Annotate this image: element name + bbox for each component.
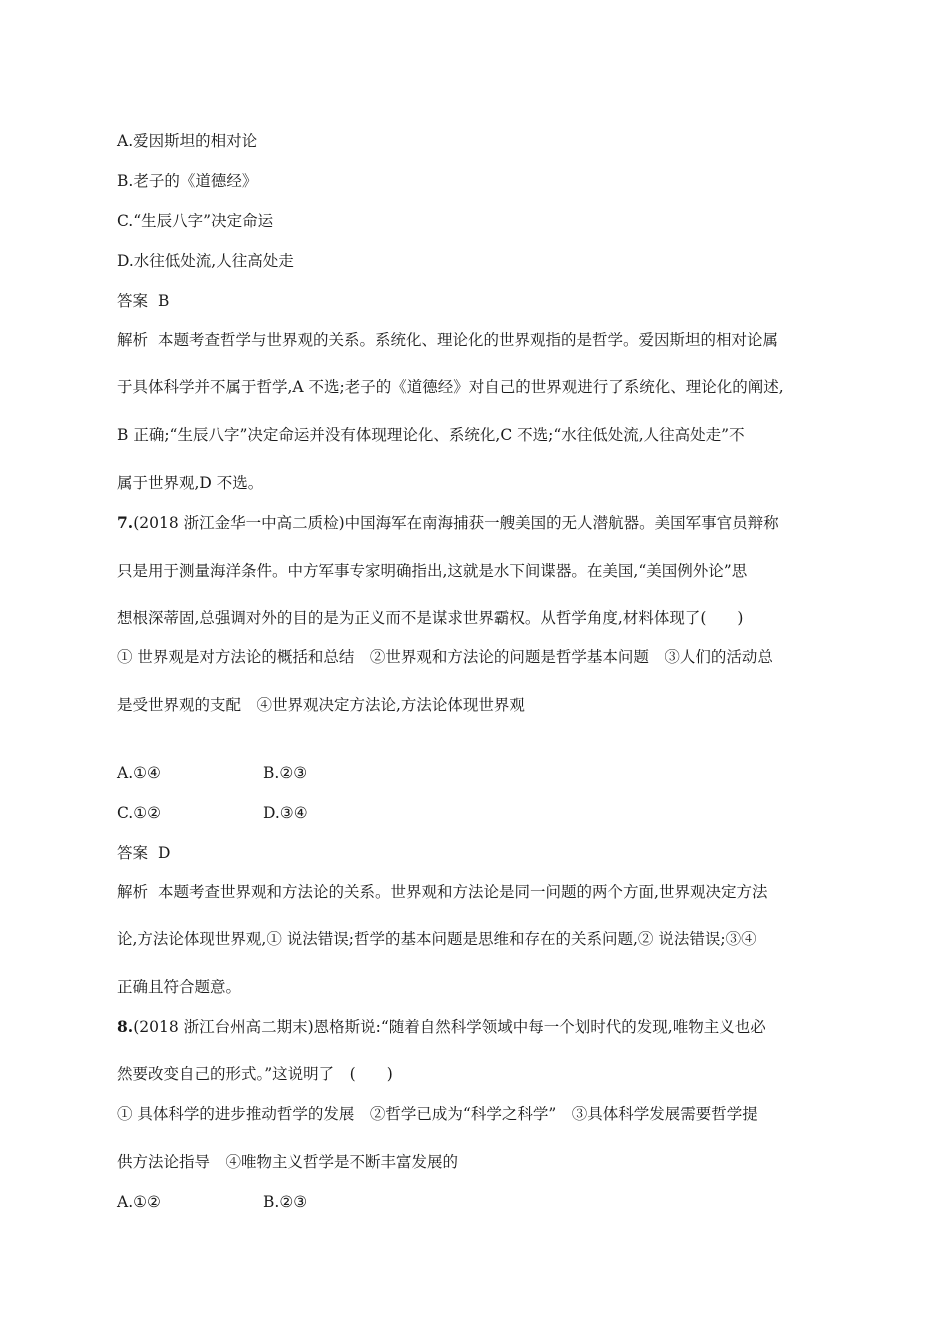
q8-option-b: B.②③ <box>263 1193 308 1211</box>
q7-stem-line-2: 只是用于测量海洋条件。中方军事专家明确指出,这就是水下间谍器。在美国,“美国例外论”思 <box>117 562 748 580</box>
q6-analysis-line-3: B 正确;“生辰八字”决定命运并没有体现理论化、系统化,C 不选;“水往低处流,人往高处走”不 <box>117 426 745 444</box>
question-number: 8. <box>117 1017 134 1036</box>
analysis-text: 本题考查哲学与世界观的关系。系统化、理论化的世界观指的是哲学。爱因斯坦的相对论属 <box>158 331 779 349</box>
q8-option-a: A.①② <box>117 1193 161 1211</box>
stem-text: (2018 浙江金华一中高二质检)中国海军在南海捕获一艘美国的无人潜航器。美国军事官员辩称 <box>133 514 779 532</box>
q7-statement-line-1: ① 世界观是对方法论的概括和总结 ②世界观和方法论的问题是哲学基本问题 ③人们的活动总 <box>117 648 773 666</box>
q7-stem-line-3: 想根深蒂固,总强调对外的目的是为正义而不是谋求世界霸权。从哲学角度,材料体现了( ) <box>117 609 744 627</box>
q8-stem-line-2: 然要改变自己的形式。”这说明了 ( ) <box>117 1065 393 1083</box>
analysis-label: 解析 <box>117 883 149 901</box>
answer-label: 答案 <box>117 292 149 310</box>
q7-statement-line-2: 是受世界观的支配 ④世界观决定方法论,方法论体现世界观 <box>117 696 525 714</box>
q6-option-b: B.老子的《道德经》 <box>117 172 258 190</box>
q8-stem-line-1 <box>117 1017 766 1037</box>
question-number: 7. <box>117 513 134 532</box>
answer-value: D <box>158 844 171 862</box>
q6-answer-line <box>117 291 169 311</box>
q7-analysis-line-1 <box>117 882 767 902</box>
q7-analysis-line-3: 正确且符合题意。 <box>117 978 242 996</box>
q8-statement-line-2: 供方法论指导 ④唯物主义哲学是不断丰富发展的 <box>117 1153 459 1171</box>
stem-text: (2018 浙江台州高二期末)恩格斯说:“随着自然科学领域中每一个划时代的发现,唯物主义也必 <box>133 1018 766 1036</box>
q6-option-a: A.爱因斯坦的相对论 <box>117 132 258 150</box>
analysis-text: 本题考查世界观和方法论的关系。世界观和方法论是同一问题的两个方面,世界观决定方法 <box>158 883 768 901</box>
q7-option-b: B.②③ <box>263 764 308 782</box>
q6-analysis-line-4: 属于世界观,D 不选。 <box>117 474 264 492</box>
analysis-label: 解析 <box>117 331 149 349</box>
q7-analysis-line-2: 论,方法论体现世界观,① 说法错误;哲学的基本问题是思维和存在的关系问题,② 说法错误;③④ <box>117 930 757 948</box>
q6-option-c: C.“生辰八字”决定命运 <box>117 212 274 230</box>
q7-option-a: A.①④ <box>117 764 161 782</box>
q6-analysis-line-2: 于具体科学并不属于哲学,A 不选;老子的《道德经》对自己的世界观进行了系统化、理论化的阐述, <box>117 378 784 396</box>
q7-option-c: C.①② <box>117 804 162 822</box>
q7-answer-line <box>117 843 170 863</box>
q6-analysis-line-1 <box>117 330 778 350</box>
q7-stem-line-1 <box>117 513 779 533</box>
answer-value: B <box>158 292 170 310</box>
answer-label: 答案 <box>117 844 149 862</box>
q6-option-d: D.水往低处流,人往高处走 <box>117 252 294 270</box>
q8-statement-line-1: ① 具体科学的进步推动哲学的发展 ②哲学已成为“科学之科学” ③具体科学发展需要哲学提 <box>117 1105 758 1123</box>
q7-option-d: D.③④ <box>263 804 308 822</box>
